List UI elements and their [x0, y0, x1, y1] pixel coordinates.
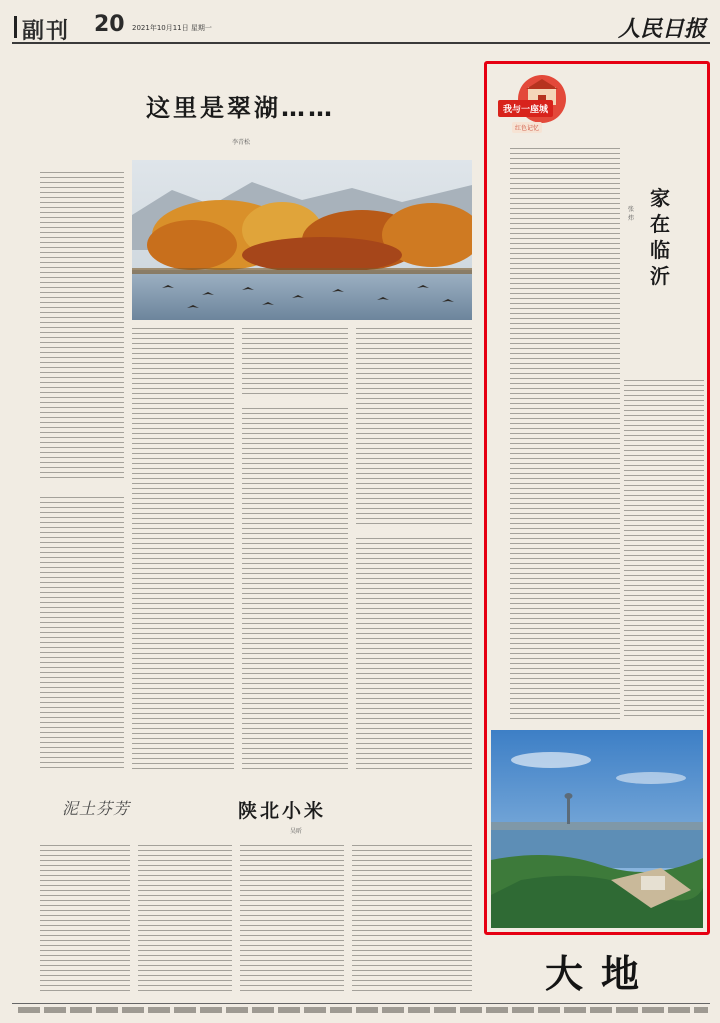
bottom-article-author: 吴昕	[290, 828, 303, 835]
column-logo: 泥土芬芳	[62, 799, 131, 818]
column-break	[40, 478, 124, 496]
footer-fine-print	[18, 1007, 708, 1013]
newspaper-logo: 人民日报	[617, 16, 706, 42]
main-article-column-4	[356, 328, 472, 772]
badge-subtitle: 红色记忆	[512, 122, 542, 133]
side-feature-author: 张炜	[628, 206, 635, 222]
autumn-lake-photo	[132, 160, 472, 320]
page-footer	[12, 1003, 710, 1017]
bottom-article-column-4	[352, 845, 472, 995]
bottom-article-column-1	[40, 845, 130, 995]
side-feature-column-1	[510, 148, 620, 720]
masthead	[12, 10, 710, 44]
bottom-article-column-2	[138, 845, 232, 995]
main-article-column-1	[40, 172, 124, 772]
column-break	[356, 525, 472, 537]
main-article-column-2	[132, 328, 234, 772]
main-article-title: 这里是翠湖……	[146, 94, 335, 122]
bottom-article-column-3	[240, 845, 344, 995]
section-name: 副刊	[22, 19, 71, 44]
side-feature-title: 家在临沂	[650, 186, 670, 288]
city-lake-photo	[491, 730, 703, 928]
column-break	[242, 395, 348, 405]
page-section-mark: 大地	[545, 951, 658, 996]
issue-date: 2021年10月11日 星期一	[132, 24, 212, 32]
main-article-author: 李青松	[232, 139, 251, 146]
page-number: 20	[94, 12, 125, 37]
side-feature-column-2	[624, 380, 704, 720]
badge-title: 我与一座城	[498, 100, 553, 117]
section-bar	[14, 16, 17, 38]
bottom-article-title: 陕北小米	[238, 800, 327, 822]
